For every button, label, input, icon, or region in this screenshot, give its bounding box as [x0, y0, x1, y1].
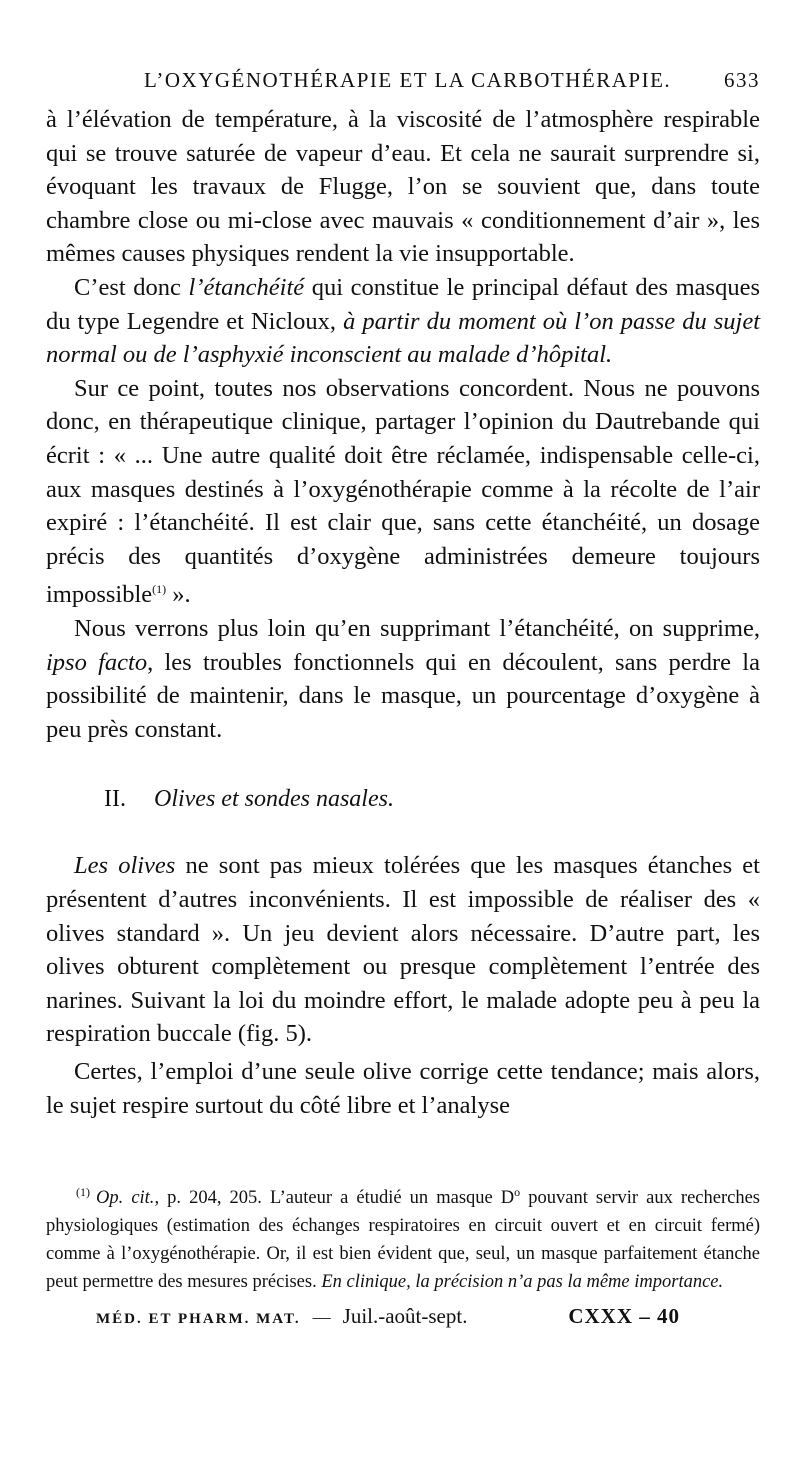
text-run: Sur ce point, toutes nos observations concordent. Nous ne pouvons donc, en thérapeutique clinique, partager l’opinion du Dautrebande qui écrit : « ... Une autre qualité doit être réclamée, indispensable celle-ci, aux masques destinés à l’oxygénothérapie comme à la récolte de l’air expiré : l’étanchéité. Il est clair que, sans cette étanchéité, un dosage précis des quantités d’oxygène administrées demeure toujours impossible: [46, 374, 760, 609]
section-heading: [104, 786, 760, 813]
footer-left: [96, 1304, 467, 1329]
italic-term: l’étanchéité: [188, 273, 305, 301]
text-run: ne sont pas mieux tolérées que les masques étanches et présentent d’autres inconvénients. Il est impossible de réaliser des « olives standard ». Un jeu devient alors nécessaire. D’autre part, les olives obturent complètement ou presque complètement l’entrée des narines. Suivant la loi du moindre effort, le malade adopte peu à peu la respiration buccale (fig. 5).: [46, 852, 760, 1048]
text-run: , les troubles fonctionnels qui en découlent, sans perdre la possibilité de maintenir, dans le masque, un pourcentage d’oxygène à peu près constant.: [46, 648, 760, 743]
paragraph-4: [46, 612, 760, 746]
issue-date: Juil.-août-sept.: [342, 1304, 468, 1329]
text-run: C’est donc: [74, 273, 189, 301]
text-run: ».: [166, 581, 191, 609]
footnote-ref-title: Op. cit.: [96, 1188, 155, 1209]
paragraph-1: à l’élévation de température, à la viscosité de l’atmosphère respirable qui se trouve saturée de vapeur d’eau. Et cela ne saurait surprendre si, évoquant les travaux de Flugge, l’on se souvient que, dans toute chambre close ou mi-close avec mauvais « conditionnement d’air », les mêmes causes physiques rendent la vie insupportable.: [46, 106, 760, 268]
page-footer: [46, 1304, 760, 1329]
paragraph-6: Certes, l’emploi d’une seule olive corrige cette tendance; mais alors, le sujet respire surtout du côté libre et l’analyse: [46, 1058, 760, 1119]
footnote-marker: (1): [76, 1185, 90, 1200]
page-number: 633: [724, 68, 760, 92]
italic-term: ipso facto: [46, 648, 148, 676]
footnote-ref: (1): [152, 582, 167, 597]
footnote-italic-end: En clinique, la précision n’a pas la même importance.: [321, 1272, 724, 1293]
italic-phrase: à partir du moment où l’on passe du sujet normal ou de l’asphyxié inconscient au malade d’hôpital.: [46, 307, 760, 369]
section-title: Olives et sondes nasales.: [153, 786, 394, 813]
footnote-text: pouvant servir aux recherches physiologiques (estimation des échanges respiratoires en circuit ouvert et en circuit fermé) comme à l’oxygénothérapie. Or, il est bien évident que, seul, un masque parfaitement étanche peut permettre des mesures précises.: [46, 1188, 760, 1293]
body-text: [46, 103, 760, 1122]
text-run: qui constitue le principal défaut des masques du type Legendre et Nicloux,: [46, 273, 760, 335]
journal-name: MÉD. ET PHARM. MAT.: [96, 1311, 301, 1328]
footnote-text: , p. 204, 205. L’auteur a étudié un masque D: [154, 1188, 515, 1209]
italic-term: Les olives: [74, 852, 176, 880]
footnote: [46, 1178, 760, 1296]
signature-mark: CXXX – 40: [568, 1304, 680, 1329]
running-head: [46, 68, 760, 93]
paragraph-3: [46, 372, 760, 612]
paragraph-2: [46, 271, 760, 372]
section-number: II.: [104, 786, 126, 813]
footer-separator: —: [312, 1307, 331, 1328]
footnote-sup: o: [514, 1185, 521, 1200]
running-title: L’OXYGÉNOTHÉRAPIE ET LA CARBOTHÉRAPIE.: [144, 68, 672, 92]
text-run: Nous verrons plus loin qu’en supprimant l’étanchéité, on supprime,: [74, 615, 760, 643]
paragraph-5: [46, 849, 760, 1051]
